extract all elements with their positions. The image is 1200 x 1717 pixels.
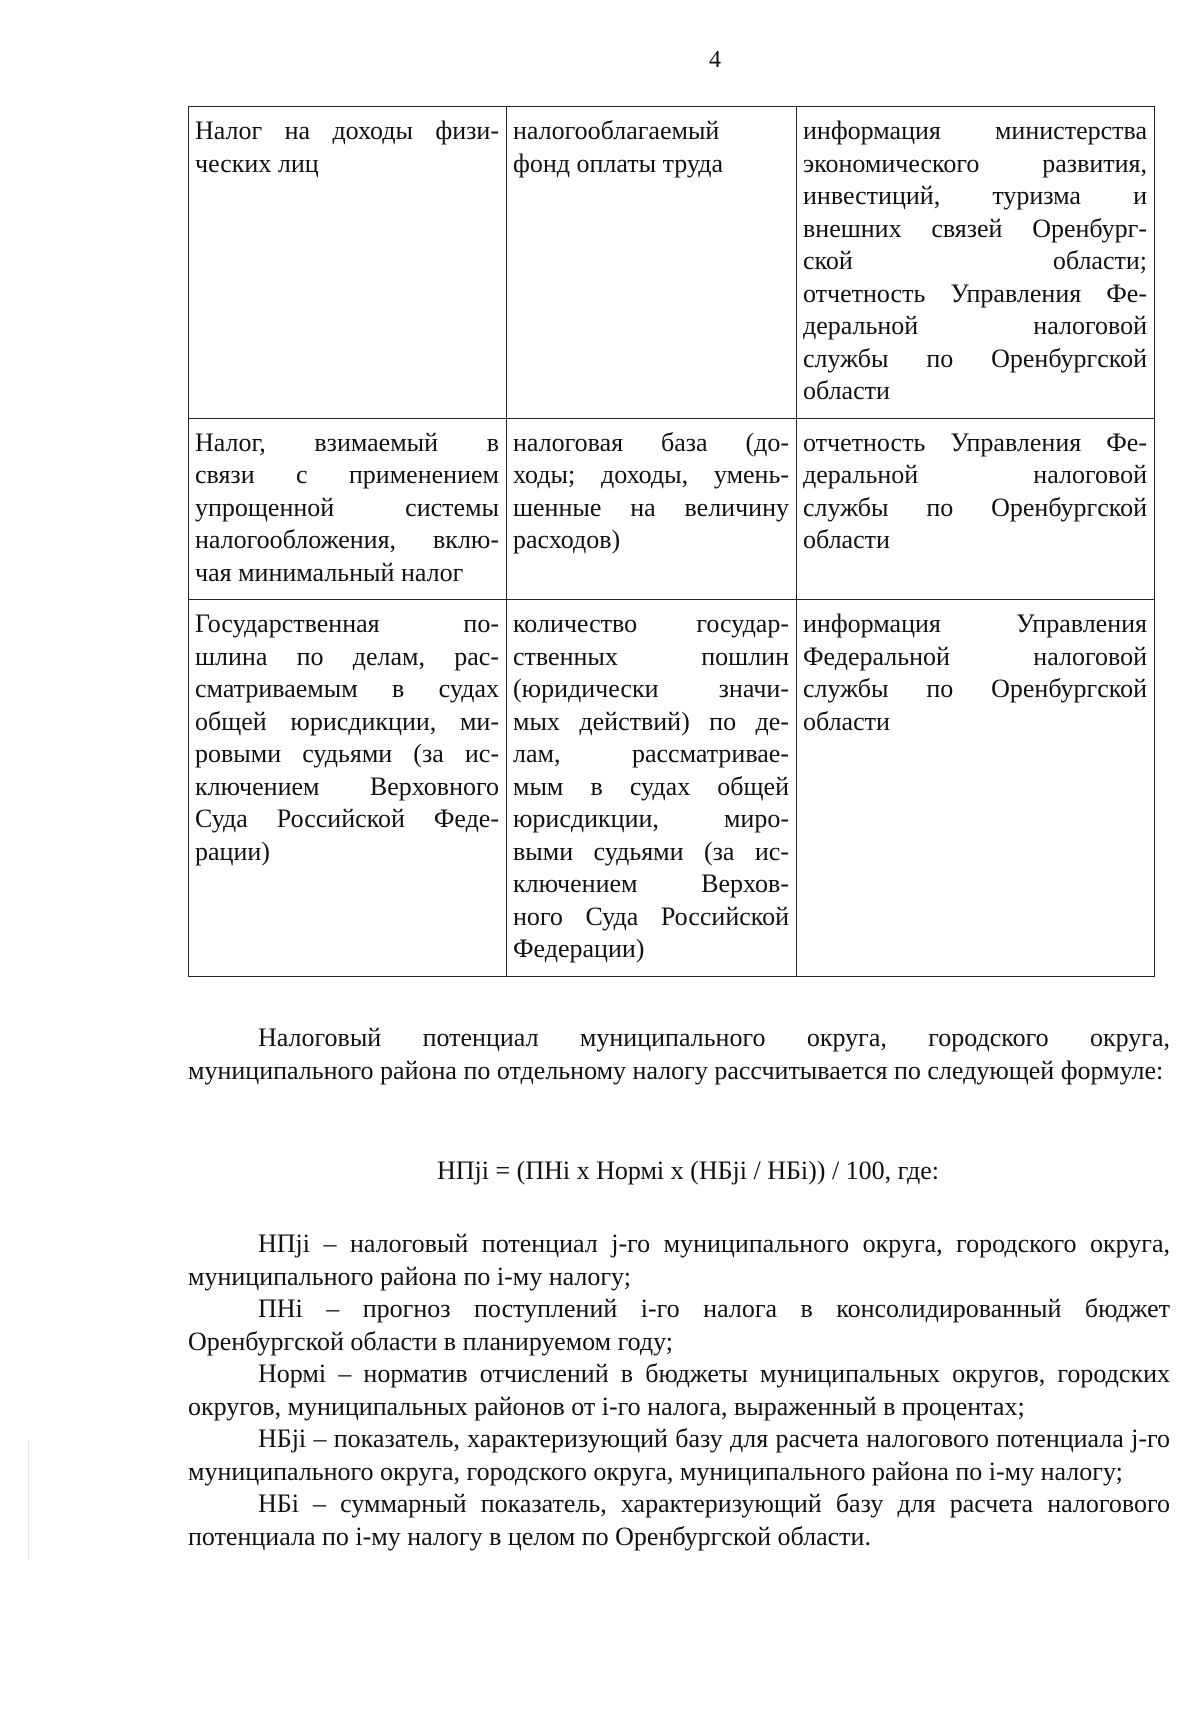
page-number: 4 xyxy=(709,47,721,73)
cell-line: ходы; доходы, умень- xyxy=(513,460,789,489)
tax-base-table xyxy=(188,106,1155,977)
cell-line: юрисдикции, миро- xyxy=(513,804,789,833)
intro-paragraph-block xyxy=(188,1022,1170,1087)
data-source-cell xyxy=(797,107,1155,419)
definition-npji: НПji – налоговый потенциал j-го муниципального округа, городского округа, муниципального района по i-му налогу; xyxy=(188,1229,1170,1291)
cell-line: шенные на величину xyxy=(513,492,789,522)
cell-line: ключением Верховного xyxy=(195,771,499,801)
cell-line: деральной налоговой xyxy=(803,460,1147,489)
cell-line: рации) xyxy=(195,836,270,866)
cell-line: шлина по делам, рас- xyxy=(195,641,499,671)
cell-line: общей юрисдикции, ми- xyxy=(195,706,499,736)
cell-line: отчетность Управления Фе- xyxy=(803,427,1147,457)
cell-line: Налог на доходы физи- xyxy=(195,116,499,145)
tax-base-cell xyxy=(507,600,797,977)
data-source-cell xyxy=(797,600,1155,977)
cell-line: службы по Оренбургской xyxy=(803,674,1147,703)
cell-line: налоговая база (до- xyxy=(513,427,789,457)
cell-line: Государственная по- xyxy=(195,609,499,638)
cell-line: службы по Оренбургской xyxy=(803,492,1147,522)
tax-base-cell xyxy=(507,107,797,419)
cell-line: расходов) xyxy=(513,525,621,554)
tax-base-cell xyxy=(507,418,797,600)
cell-line: инвестиций, туризма и xyxy=(803,181,1147,210)
cell-line: внешних связей Оренбург- xyxy=(803,213,1147,243)
cell-line: выми судьями (за ис- xyxy=(513,836,789,866)
cell-line: налогооблагаемый xyxy=(513,116,720,145)
cell-line: области xyxy=(803,525,890,554)
cell-line: информация министерства xyxy=(803,116,1147,145)
table-row xyxy=(189,418,1155,600)
cell-line: чая минимальный налог xyxy=(195,557,464,587)
cell-line: налогообложения, вклю- xyxy=(195,525,499,554)
cell-line: лам, рассматривае- xyxy=(513,739,789,768)
cell-line: ного Суда Российской xyxy=(513,901,789,931)
definitions-block xyxy=(188,1228,1170,1553)
cell-line: мым в судах общей xyxy=(513,771,789,801)
cell-line: службы по Оренбургской xyxy=(803,343,1147,373)
cell-line: количество государ- xyxy=(513,609,789,638)
cell-line: деральной налоговой xyxy=(803,311,1147,340)
tax-name-cell xyxy=(189,418,507,600)
cell-line: мых действий) по де- xyxy=(513,706,789,736)
cell-line: ключением Верхов- xyxy=(513,869,789,898)
intro-paragraph: Налоговый потенциал муниципального округа, городского округа, муниципального района по отдельному налогу рассчитывается по следующей формуле: xyxy=(188,1023,1170,1085)
cell-line: ческих лиц xyxy=(195,148,319,178)
cell-line: фонд оплаты труда xyxy=(513,148,724,178)
cell-line: информация Управления xyxy=(803,609,1147,638)
cell-line: сматриваемым в судах xyxy=(195,674,499,703)
formula: НПji = (ПНi x Нормi x (НБji / НБi)) / 100, где: xyxy=(437,1156,940,1185)
cell-line: Федеральной налоговой xyxy=(803,641,1147,671)
cell-line: области xyxy=(803,376,890,405)
table-body xyxy=(189,107,1155,977)
cell-line: ровыми судьями (за ис- xyxy=(195,739,499,768)
cell-line: экономического развития, xyxy=(803,148,1147,178)
cell-line: упрощенной системы xyxy=(195,492,499,522)
data-source-cell xyxy=(797,418,1155,600)
table-row xyxy=(189,600,1155,977)
cell-line: (юридически значи- xyxy=(513,674,789,703)
cell-line: Налог, взимаемый в xyxy=(195,427,499,457)
cell-line: Суда Российской Феде- xyxy=(195,804,499,833)
cell-line: Федерации) xyxy=(513,934,645,963)
definition-normi: Нормi – норматив отчислений в бюджеты муниципальных округов, городских округов, муниципальных районов от i-го налога, выраженный в процентах; xyxy=(188,1359,1170,1421)
definition-nbi: НБi – суммарный показатель, характеризующий базу для расчета налогового потенциала по i-му налогу в целом по Оренбургской области. xyxy=(188,1489,1170,1551)
tax-name-cell xyxy=(189,107,507,419)
definition-nbji: НБji – показатель, характеризующий базу для расчета налогового потенциала j-го муниципального округа, городского округа, муниципального района по i-му налогу; xyxy=(188,1424,1170,1486)
cell-line: отчетность Управления Фе- xyxy=(803,278,1147,308)
tax-name-cell xyxy=(189,600,507,977)
scan-margin-mark xyxy=(28,1440,29,1560)
cell-line: ственных пошлин xyxy=(513,641,789,671)
cell-line: связи с применением xyxy=(195,460,499,489)
definition-pni: ПНi – прогноз поступлений i-го налога в консолидированный бюджет Оренбургской области в планируемом году; xyxy=(188,1294,1170,1356)
cell-line: ской области; xyxy=(803,246,1147,275)
table-row xyxy=(189,107,1155,419)
cell-line: области xyxy=(803,706,890,736)
